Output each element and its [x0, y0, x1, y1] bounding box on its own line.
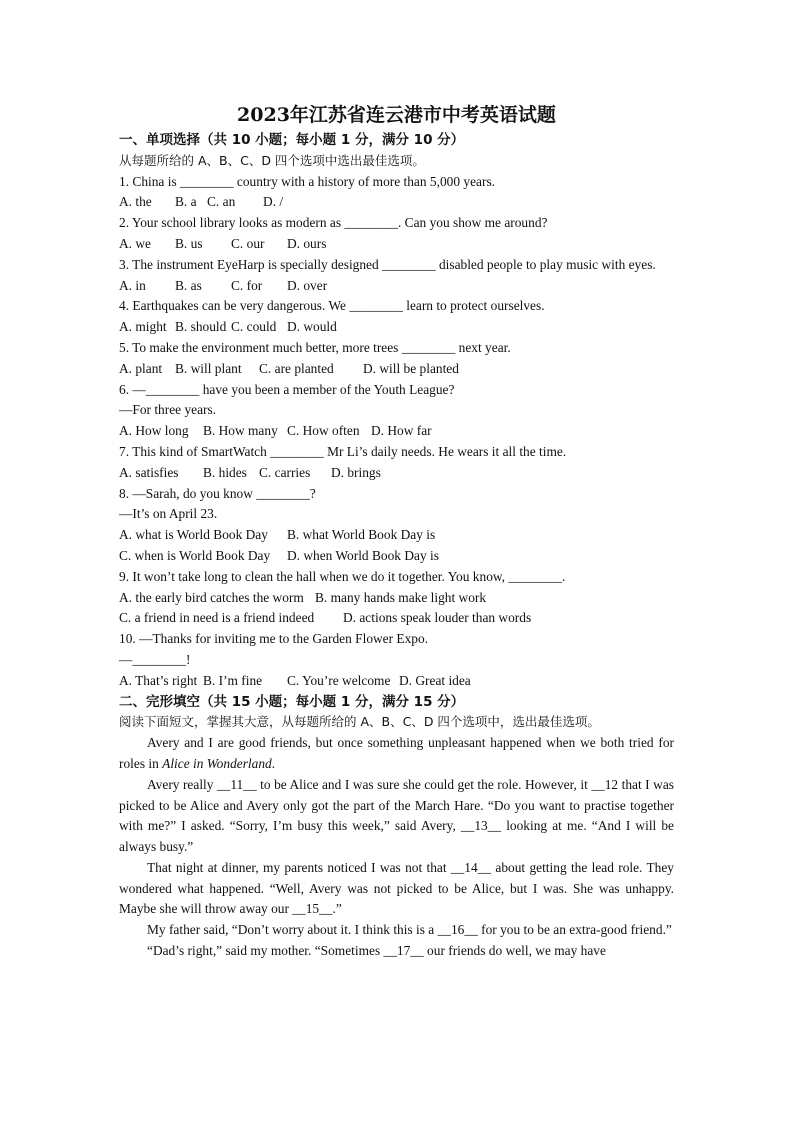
page-title: 2023年江苏省连云港市中考英语试题 [237, 104, 556, 126]
question-4-stem: 4. Earthquakes can be very dangerous. We ________ learn to protect ourselves. [119, 298, 545, 314]
option-a: A. satisfies [119, 464, 179, 480]
option-c: C. when is World Book Day [119, 547, 271, 563]
option-d: D. / [263, 194, 284, 210]
question-6-options [119, 421, 674, 442]
passage-paragraph-5 [119, 941, 674, 962]
question-7-options [119, 463, 674, 484]
passage-paragraph-4 [119, 920, 674, 941]
passage-text: That night at dinner, my parents noticed I was not that [147, 859, 451, 875]
passage-text: that I was picked to be Alice and Avery only got the part of the March Hare. “Do you want to practise together with me?” I asked. “Sorry, I’m busy this week,” said Avery, [119, 776, 674, 834]
option-b: B. hides [203, 464, 247, 480]
option-d: D. would [287, 319, 337, 335]
option-c: C. How often [287, 423, 360, 439]
passage-paragraph-1 [119, 733, 674, 775]
option-a: A. what is World Book Day [119, 527, 268, 543]
question-10-options [119, 671, 674, 692]
option-d: D. How far [371, 423, 432, 439]
question-4-options [119, 317, 674, 338]
question-10-stem: 10. —Thanks for inviting me to the Garden Flower Expo. [119, 631, 429, 647]
option-c: C. You’re welcome [287, 672, 391, 688]
option-a: A. the early bird catches the worm [119, 589, 304, 605]
option-b: B. will plant [175, 360, 242, 376]
option-a: A. the [119, 194, 152, 210]
question-9-options-cd [119, 608, 674, 629]
option-c: C. a friend in need is a friend indeed [119, 610, 315, 626]
option-a: A. we [119, 235, 151, 251]
question-10-answer: —________! [119, 651, 191, 667]
question-2-stem: 2. Your school library looks as modern as ________. Can you show me around? [119, 215, 548, 231]
passage-paragraph-3 [119, 858, 674, 920]
option-c: C. could [231, 319, 277, 335]
blank-13: __13__ [460, 818, 502, 834]
option-b: B. a [175, 194, 197, 210]
question-1-stem: 1. China is ________ country with a history of more than 5,000 years. [119, 173, 495, 189]
question-2-options [119, 234, 674, 255]
question-7-stem: 7. This kind of SmartWatch ________ Mr Li’s daily needs. He wears it all the time. [119, 443, 567, 459]
option-d: D. Great idea [399, 672, 471, 688]
option-a: A. in [119, 277, 146, 293]
exam-page [119, 100, 674, 962]
option-b: B. as [175, 277, 202, 293]
blank-12: __12 [591, 776, 619, 792]
option-d: D. brings [331, 464, 381, 480]
option-b: B. us [175, 235, 203, 251]
option-b: B. should [175, 319, 227, 335]
option-b: B. How many [203, 423, 278, 439]
option-a: A. How long [119, 423, 189, 439]
option-a: A. might [119, 319, 167, 335]
option-b: B. what World Book Day is [287, 527, 436, 543]
option-d: D. actions speak louder than words [343, 610, 532, 626]
question-8-options-ab [119, 525, 674, 546]
blank-14: __14__ [450, 859, 492, 875]
option-c: C. carries [259, 464, 311, 480]
question-8-answer: —It’s on April 23. [119, 506, 218, 522]
passage-text: to be Alice and I was sure she could get the role. However, it [256, 776, 592, 792]
passage-text: our friends do well, we may have [423, 943, 606, 959]
question-9-options-ab [119, 588, 674, 609]
passage-text: “Dad’s right,” said my mother. “Sometimes [147, 943, 384, 959]
blank-11: __11__ [216, 776, 257, 792]
option-b: B. many hands make light work [315, 589, 487, 605]
option-a: A. That’s right [119, 672, 198, 688]
question-6-stem: 6. —________ have you been a member of the Youth League? [119, 381, 455, 397]
passage-text: for you to be an extra-good friend.” [477, 922, 672, 938]
question-3-stem: 3. The instrument EyeHarp is specially designed ________ disabled people to play music with eyes. [119, 256, 656, 272]
option-b: B. I’m fine [203, 672, 263, 688]
option-d: D. when World Book Day is [287, 547, 439, 563]
passage-text: .” [332, 901, 342, 917]
option-d: D. over [287, 277, 328, 293]
blank-17: __17__ [383, 943, 424, 959]
option-d: D. ours [287, 235, 327, 251]
question-5-options [119, 359, 674, 380]
option-c: C. are planted [259, 360, 334, 376]
passage-paragraph-2 [119, 775, 674, 858]
question-1-options [119, 192, 674, 213]
question-9-stem: 9. It won’t take long to clean the hall when we do it together. You know, ________. [119, 568, 566, 584]
option-c: C. an [207, 194, 236, 210]
question-5-stem: 5. To make the environment much better, more trees ________ next year. [119, 339, 511, 355]
question-6-answer: —For three years. [119, 402, 217, 418]
blank-15: __15__ [292, 901, 333, 917]
option-c: C. our [231, 235, 265, 251]
question-8-stem: 8. —Sarah, do you know ________? [119, 485, 316, 501]
section1-heading: 一、单项选择（共 10 小题；每小题 1 分，满分 10 分） [119, 132, 465, 148]
section2-heading: 二、完形填空（共 15 小题；每小题 1 分，满分 15 分） [119, 693, 465, 710]
passage-text: Avery and I are good friends, but once something unpleasant happened when we both tried for roles in [119, 735, 674, 771]
passage-text: about getting the lead role. They wondered what happened. “Well, Avery was not picked to be Alice, but I was. She was unhappy. Maybe she will throw away our [119, 859, 674, 917]
section2-instruction: 阅读下面短文，掌握其大意，从每题所给的 A、B、C、D 四个选项中，选出最佳选项。 [119, 714, 600, 730]
section1-instruction: 从每题所给的 A、B、C、D 四个选项中选出最佳选项。 [119, 152, 425, 168]
question-3-options [119, 276, 674, 297]
book-title: Alice in Wonderland [162, 755, 272, 771]
option-d: D. will be planted [363, 360, 459, 376]
question-8-options-cd [119, 546, 674, 567]
blank-16: __16__ [437, 922, 478, 938]
option-c: C. for [231, 277, 263, 293]
option-a: A. plant [119, 360, 163, 376]
passage-text: My father said, “Don’t worry about it. I think this is a [147, 922, 438, 938]
passage-text: looking at me. “And I will be always busy.” [119, 818, 675, 855]
passage-text: . [271, 755, 276, 771]
passage-text: Avery really [147, 776, 217, 792]
